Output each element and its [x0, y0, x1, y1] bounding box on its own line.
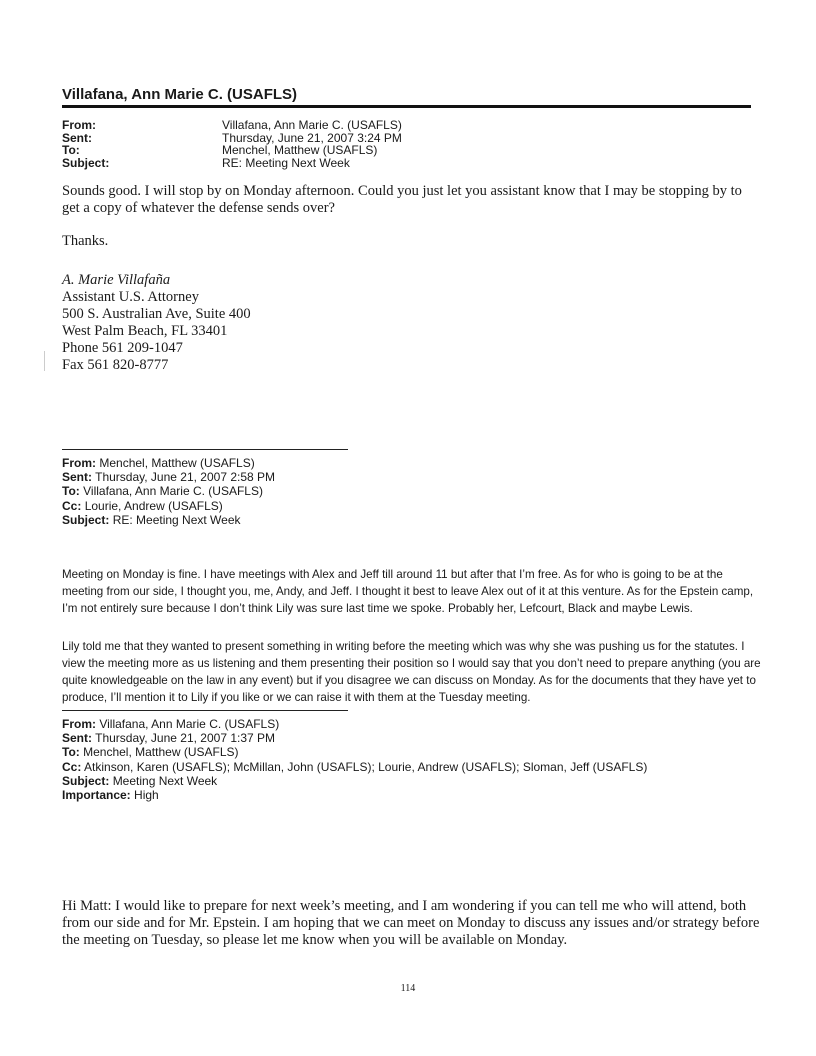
email-header — [62, 119, 402, 169]
label: Cc: — [62, 759, 82, 774]
value: Lourie, Andrew (USAFLS) — [84, 498, 223, 513]
label: Sent: — [62, 731, 92, 746]
signature-block — [62, 272, 251, 374]
header-value: Menchel, Matthew (USAFLS) — [222, 143, 378, 157]
header-label: From: — [62, 118, 96, 132]
label: To: — [62, 484, 80, 499]
label: Subject: — [62, 512, 110, 527]
header-label: Subject: — [62, 155, 110, 170]
message-2-paragraph: Lily told me that they wanted to present something in writing before the meeting which was why she was pushing us for the statutes. I view the meeting more as us listening and them presenting their position so I would say that you don’t need to prepare anything (you are quite knowledgeable on the law in any event) but if you disagree we can discuss on Monday. As for the documents that they have yet to produce, I’ll mention it to Lily if you like or we can raise it with them at the Tuesday meeting. — [62, 640, 761, 704]
reply-thanks: Thanks. — [62, 233, 109, 249]
value: Villafana, Ann Marie C. (USAFLS) — [99, 717, 280, 731]
header-label: To: — [62, 143, 80, 157]
value: Menchel, Matthew (USAFLS) — [99, 456, 255, 470]
signature-line: 500 S. Australian Ave, Suite 400 — [62, 306, 251, 322]
value: Atkinson, Karen (USAFLS); McMillan, John (USAFLS); Lourie, Andrew (USAFLS); Sloman, Jeff (USAFLS) — [84, 759, 648, 774]
label: Subject: — [62, 773, 110, 788]
label: Sent: — [62, 470, 92, 485]
header-value: Villafana, Ann Marie C. (USAFLS) — [222, 118, 402, 132]
value: Villafana, Ann Marie C. (USAFLS) — [83, 484, 263, 499]
label: Importance: — [62, 788, 131, 803]
scan-mark — [44, 351, 45, 371]
value: High — [134, 788, 159, 803]
label: Cc: — [62, 498, 82, 513]
header-row-subject — [62, 157, 402, 170]
label: From: — [62, 717, 96, 731]
message-2-header — [62, 456, 275, 527]
header-label: Sent: — [62, 130, 92, 145]
message-2-sent — [62, 470, 275, 484]
header-row-to — [62, 144, 402, 157]
page-number: 114 — [400, 983, 416, 994]
message-3-sent — [62, 731, 647, 745]
title-divider — [62, 105, 751, 108]
value: Thursday, June 21, 2007 1:37 PM — [95, 731, 276, 746]
message-3-paragraph: Hi Matt: I would like to prepare for next week’s meeting, and I am wondering if you can tell me who will attend, both from our side and for Mr. Epstein. I am hoping that we can meet on Monday to discuss any issues and/or strategy before the meeting on Tuesday, so please let me know when you will be available on Monday. — [62, 898, 760, 948]
signature-name: A. Marie Villafaña — [62, 272, 171, 288]
signature-line: Phone 561 209-1047 — [62, 340, 183, 356]
label: From: — [62, 456, 96, 470]
document-title: Villafana, Ann Marie C. (USAFLS) — [62, 86, 298, 103]
reply-paragraph: Sounds good. I will stop by on Monday afternoon. Could you just let you assistant know that I may be stopping by to get a copy of whatever the defense sends over? — [62, 183, 742, 216]
message-3-importance — [62, 788, 647, 802]
value: RE: Meeting Next Week — [112, 512, 241, 527]
value: Thursday, June 21, 2007 2:58 PM — [95, 470, 276, 485]
label: To: — [62, 745, 80, 760]
message-2-subject — [62, 513, 275, 527]
message-separator — [62, 449, 348, 450]
message-3-to — [62, 745, 647, 759]
message-3-from — [62, 717, 647, 731]
message-2-paragraph: Meeting on Monday is fine. I have meetings with Alex and Jeff till around 11 but after that I’m free. As for who is going to be at the meeting from our side, I thought you, me, Andy, and Jeff. I thought it best to leave Alex out of it at this venture. As for the Epstein camp, I’m not entirely sure because I don’t think Lily was sure last time we spoke. Probably her, Lefcourt, Black and maybe Lewis. — [62, 568, 754, 615]
message-separator — [62, 710, 348, 711]
header-value: Thursday, June 21, 2007 3:24 PM — [222, 130, 402, 145]
value: Meeting Next Week — [112, 773, 218, 788]
signature-line: West Palm Beach, FL 33401 — [62, 323, 228, 339]
message-3-cc — [62, 760, 647, 774]
value: Menchel, Matthew (USAFLS) — [83, 745, 239, 760]
message-2-cc — [62, 499, 275, 513]
header-value: RE: Meeting Next Week — [222, 155, 350, 170]
message-2-from — [62, 456, 275, 470]
header-row-from — [62, 119, 402, 132]
signature-line: Fax 561 820-8777 — [62, 357, 169, 373]
signature-line: Assistant U.S. Attorney — [62, 289, 199, 305]
message-3-header — [62, 717, 647, 802]
message-2-to — [62, 484, 275, 498]
message-3-subject — [62, 774, 647, 788]
